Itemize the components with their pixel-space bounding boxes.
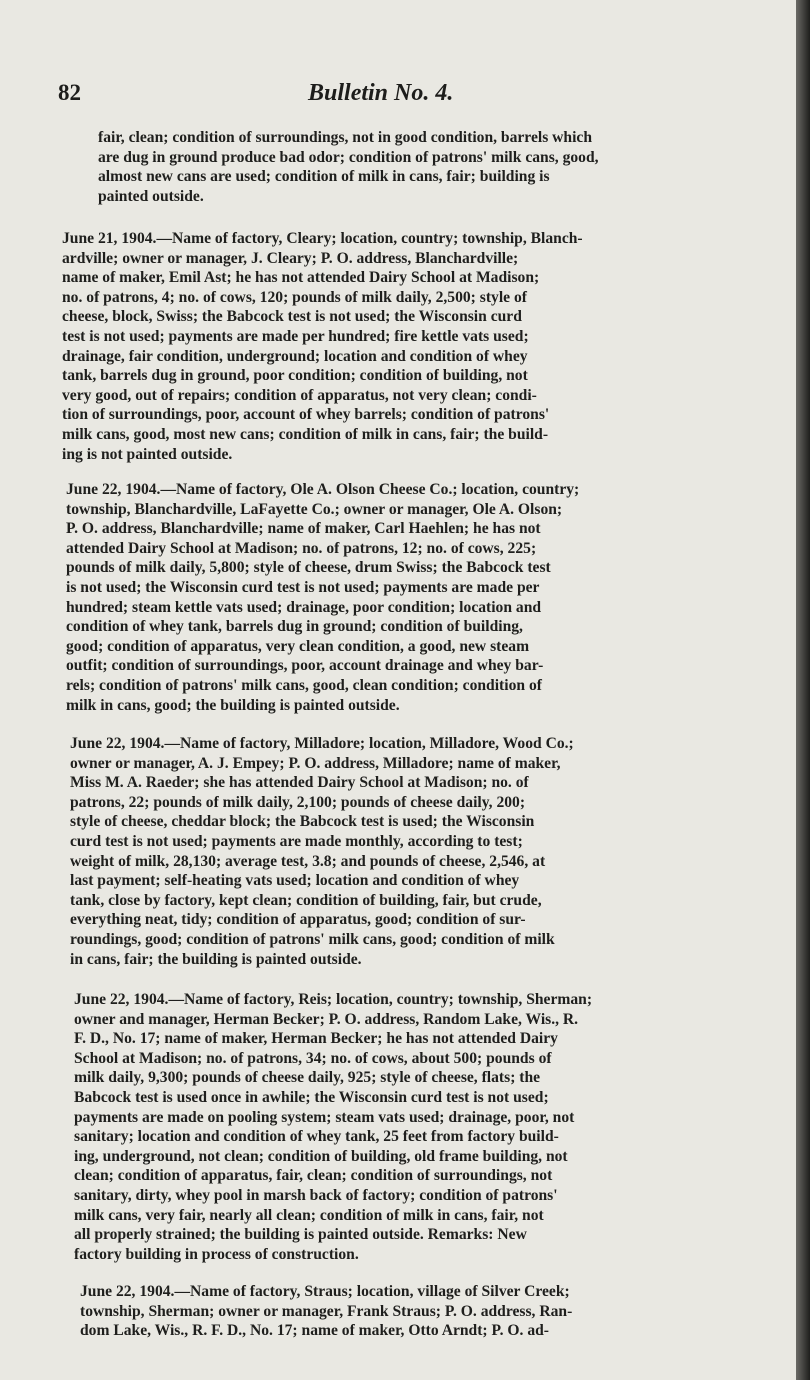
text-line: outfit; condition of surroundings, poor, account drainage and whey bar- (66, 657, 544, 675)
text-line: everything neat, tidy; condition of apparatus, good; condition of sur- (70, 911, 526, 929)
entry-olson (66, 480, 776, 715)
text-line: drainage, fair condition, underground; location and condition of whey (62, 347, 528, 365)
text-line: milk cans, very fair, nearly all clean; condition of milk in cans, fair, not (74, 1206, 544, 1224)
paragraph-continuation (98, 128, 726, 206)
text-line: F. D., No. 17; name of maker, Herman Becker; he has not attended Dairy (74, 1030, 558, 1048)
text-line: milk cans, good, most new cans; condition of milk in cans, fair; the build- (62, 425, 549, 443)
text-line: township, Sherman; owner or manager, Frank Straus; P. O. address, Ran- (80, 1302, 573, 1320)
text-line: fair, clean; condition of surroundings, not in good condition, barrels which (98, 129, 593, 146)
text-line: township, Blanchardville, LaFayette Co.; owner or manager, Ole A. Olson; (66, 500, 563, 518)
text-line: P. O. address, Blanchardville; name of maker, Carl Haehlen; he has not (66, 520, 541, 538)
text-line: hundred; steam kettle vats used; drainage, poor condition; location and (66, 598, 542, 616)
text-line: June 22, 1904.—Name of factory, Milladore; location, Milladore, Wood Co.; (70, 735, 574, 752)
text-line: patrons, 22; pounds of milk daily, 2,100; pounds of cheese daily, 200; (70, 793, 526, 811)
text-line: tion of surroundings, poor, account of whey barrels; condition of patrons' (62, 406, 550, 424)
text-line: June 22, 1904.—Name of factory, Ole A. Olson Cheese Co.; location, country; (66, 481, 580, 498)
text-line: good; condition of apparatus, very clean condition, a good, new steam (66, 637, 530, 655)
text-line: style of cheese, cheddar block; the Babcock test is used; the Wisconsin (70, 813, 535, 831)
text-line: sanitary; location and condition of whey tank, 25 feet from factory build- (74, 1128, 559, 1146)
text-line: milk daily, 9,300; pounds of cheese daily, 925; style of cheese, flats; the (74, 1069, 541, 1087)
entry-milladore (70, 734, 780, 969)
text-line: in cans, fair; the building is painted outside. (70, 950, 362, 968)
text-line: pounds of milk daily, 5,800; style of cheese, drum Swiss; the Babcock test (66, 559, 551, 577)
page-edge-shadow (796, 0, 810, 1380)
text-line: attended Dairy School at Madison; no. of patrons, 12; no. of cows, 225; (66, 539, 537, 557)
text-line: all properly strained; the building is painted outside. Remarks: New (74, 1226, 527, 1244)
page-header (58, 80, 738, 116)
page-number: 82 (58, 80, 81, 105)
text-line: owner and manager, Herman Becker; P. O. address, Random Lake, Wis., R. (74, 1010, 579, 1028)
text-line: factory building in process of construction. (74, 1245, 359, 1263)
text-line: payments are made on pooling system; steam vats used; drainage, poor, not (74, 1108, 575, 1126)
text-line: June 22, 1904.—Name of factory, Straus; location, village of Silver Creek; (80, 1283, 570, 1300)
text-line: almost new cans are used; condition of milk in cans, fair; building is (98, 168, 550, 186)
text-line: ing is not painted outside. (62, 445, 233, 463)
text-line: no. of patrons, 4; no. of cows, 120; pounds of milk daily, 2,500; style of (62, 288, 527, 306)
text-line: June 21, 1904.—Name of factory, Cleary; location, country; township, Blanch- (62, 230, 583, 247)
text-line: School at Madison; no. of patrons, 34; no. of cows, about 500; pounds of (74, 1049, 552, 1067)
text-line: tank, close by factory, kept clean; condition of building, fair, but crude, (70, 891, 542, 909)
text-line: last payment; self-heating vats used; location and condition of whey (70, 872, 520, 890)
text-line: Miss M. A. Raeder; she has attended Dairy School at Madison; no. of (70, 774, 529, 792)
text-line: painted outside. (98, 187, 204, 205)
text-line: Babcock test is used once in awhile; the Wisconsin curd test is not used; (74, 1088, 549, 1106)
entry-cleary (62, 229, 768, 464)
text-line: cheese, block, Swiss; the Babcock test is not used; the Wisconsin curd (62, 308, 522, 326)
text-line: name of maker, Emil Ast; he has not attended Dairy School at Madison; (62, 269, 540, 287)
text-line: weight of milk, 28,130; average test, 3.8; and pounds of cheese, 2,546, at (70, 852, 546, 870)
text-line: rels; condition of patrons' milk cans, good, clean condition; condition of (66, 676, 542, 694)
entry-straus (80, 1282, 788, 1341)
text-line: sanitary, dirty, whey pool in marsh back of factory; condition of patrons' (74, 1186, 558, 1204)
text-line: dom Lake, Wis., R. F. D., No. 17; name of maker, Otto Arndt; P. O. ad- (80, 1322, 549, 1340)
text-line: roundings, good; condition of patrons' milk cans, good; condition of milk (70, 930, 555, 948)
running-head: Bulletin No. 4. (308, 80, 454, 106)
text-line: curd test is not used; payments are made monthly, according to test; (70, 832, 523, 850)
entry-reis (74, 990, 784, 1264)
text-line: milk in cans, good; the building is painted outside. (66, 696, 400, 714)
text-line: clean; condition of apparatus, fair, clean; condition of surroundings, not (74, 1167, 553, 1185)
text-line: ardville; owner or manager, J. Cleary; P. O. address, Blanchardville; (62, 249, 519, 267)
text-line: condition of whey tank, barrels dug in ground; condition of building, (66, 618, 523, 636)
text-line: test is not used; payments are made per hundred; fire kettle vats used; (62, 327, 529, 345)
text-line: June 22, 1904.—Name of factory, Reis; location, country; township, Sherman; (74, 991, 593, 1008)
text-line: tank, barrels dug in ground, poor condition; condition of building, not (62, 367, 528, 385)
text-line: are dug in ground produce bad odor; condition of patrons' milk cans, good, (98, 148, 599, 166)
text-line: owner or manager, A. J. Empey; P. O. address, Milladore; name of maker, (70, 754, 561, 772)
text-line: ing, underground, not clean; condition of building, old frame building, not (74, 1147, 568, 1165)
text-line: very good, out of repairs; condition of apparatus, not very clean; condi- (62, 386, 537, 404)
text-line: is not used; the Wisconsin curd test is not used; payments are made per (66, 578, 540, 596)
